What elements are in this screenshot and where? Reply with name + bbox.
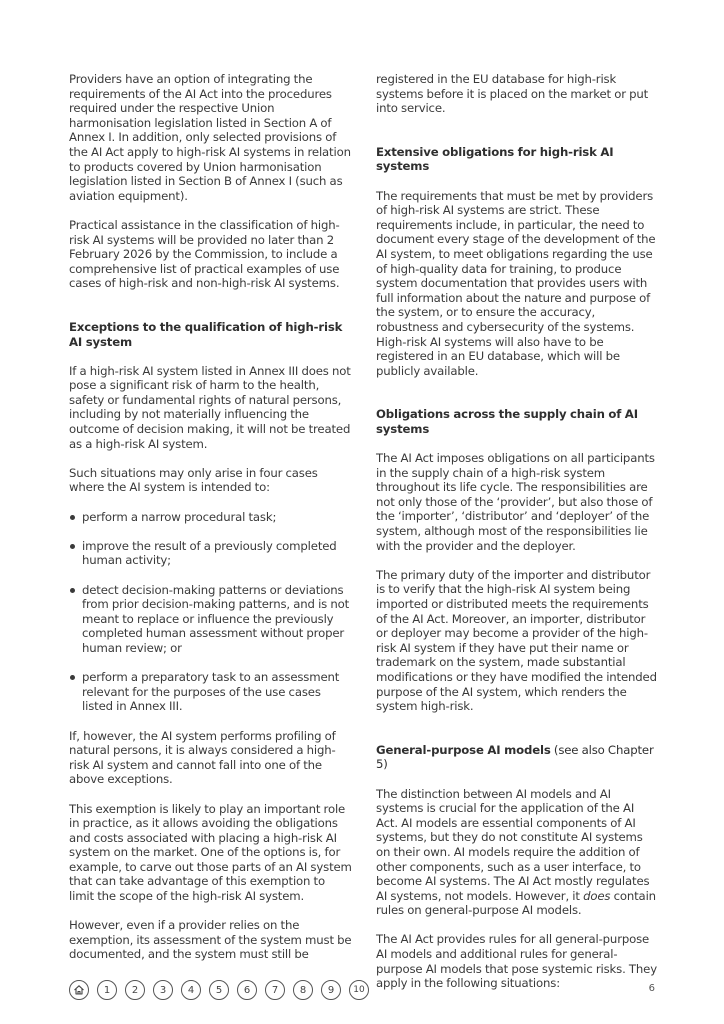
paragraph: The distinction between AI models and AI systems is crucial for the application of the AI Act. AI models are essential components of AI systems, but they do not constitute AI systems on their own. AI models require the addition of other components, such as a user interface, to become AI systems. The AI Act mostly regulates AI systems, not models. However, it does contain rules on general-purpose AI models.: [376, 786, 656, 918]
right-column: [376, 72, 659, 991]
paragraph: However, even if a provider relies on the exemption, its assessment of the system must be documented, and the system must still be: [69, 918, 352, 962]
paragraph: registered in the EU database for high-risk systems before it is placed on the market or put into service.: [376, 72, 649, 116]
paragraph: Providers have an option of integrating the requirements of the AI Act into the procedures required under the respective Union harmonisation legislation listed in Section A of Annex I. In addition, only selected provisions of the AI Act apply to high-risk AI systems in relation to products covered by Union harmonisation legislation listed in Section B of Annex I (such as aviation equipment).: [69, 72, 351, 203]
exception-list: [69, 510, 352, 714]
paragraph: This exemption is likely to play an important role in practice, as it allows avoiding the obligations and costs associated with placing a high-risk AI system on the market. One of the options is, for example, to carve out those parts of an AI system that can take advantage of this exemption to limit the scope of the high-risk AI system.: [69, 801, 352, 904]
page-link-4[interactable]: 4: [181, 980, 201, 1000]
section-heading-exceptions: Exceptions to the qualification of high-risk AI system: [69, 319, 343, 349]
home-button[interactable]: [69, 980, 89, 1000]
left-column: [69, 72, 352, 962]
paragraph: Practical assistance in the classification of high-risk AI systems will be provided no later than 2 February 2026 by the Commission, to include a comprehensive list of practical examples of use cases of high-risk and non-high-risk AI systems.: [69, 217, 340, 291]
paragraph: The AI Act provides rules for all general-purpose AI models and additional rules for general-purpose AI models that pose systemic risks. They apply in the following situations:: [376, 932, 657, 991]
page-navigation: [69, 980, 369, 1000]
page-link-7[interactable]: 7: [265, 980, 285, 1000]
page-link-2[interactable]: 2: [125, 980, 145, 1000]
page-link-9[interactable]: 9: [321, 980, 341, 1000]
page-link-5[interactable]: 5: [209, 980, 229, 1000]
section-heading-obligations: Extensive obligations for high-risk AI systems: [376, 144, 614, 174]
home-icon: [73, 984, 85, 996]
paragraph: The requirements that must be met by providers of high-risk AI systems are strict. These requirements include, in particular, the need to document every stage of the development of the AI system, to meet obligations regarding the use of high-quality data for training, to produce system documentation that provides users with full information about the nature and purpose of the system, or to ensure the accuracy, robustness and cybersecurity of the systems. High-risk AI systems will also have to be registered in an EU database, which will be publicly available.: [376, 188, 656, 378]
paragraph: If a high-risk AI system listed in Annex III does not pose a significant risk of harm to the health, safety or fundamental rights of natural persons, including by not materially influencing the outcome of decision making, it will not be treated as a high-risk AI system.: [69, 363, 351, 451]
list-item: detect decision-making patterns or deviations from prior decision-making patterns, and is not meant to replace or influence the previously completed human assessment without proper human review; or: [69, 583, 352, 656]
section-heading-gpai: General-purpose AI models (see also Chapter 5): [376, 742, 654, 772]
page-link-6[interactable]: 6: [237, 980, 257, 1000]
page-link-8[interactable]: 8: [293, 980, 313, 1000]
paragraph: The AI Act imposes obligations on all participants in the supply chain of a high-risk system throughout its life cycle. The responsibilities are not only those of the ‘provider’, but also those of the ‘importer’, ‘distributor’ and ‘deployer’ of the system, although most of the responsibilities lie with the provider and the deployer.: [376, 451, 655, 553]
page-link-3[interactable]: 3: [153, 980, 173, 1000]
section-heading-supply-chain: Obligations across the supply chain of AI systems: [376, 407, 638, 436]
list-item: perform a preparatory task to an assessment relevant for the purposes of the use cases listed in Annex III.: [69, 670, 352, 714]
paragraph: If, however, the AI system performs profiling of natural persons, it is always considered a high-risk AI system and cannot fall into one of the above exceptions.: [69, 728, 336, 787]
page-link-10[interactable]: 10: [349, 980, 369, 1000]
paragraph: The primary duty of the importer and distributor is to verify that the high-risk AI system being imported or distributed meets the requirements of the AI Act. Moreover, an importer, distributor or deployer may become a provider of the high-risk AI system if they have put their name or trademark on the system, made substantial modifications or they have modified the intended purpose of the AI system, which renders the system high-risk.: [376, 567, 657, 714]
page-link-1[interactable]: 1: [97, 980, 117, 1000]
page-number: 6: [648, 983, 655, 994]
list-item: perform a narrow procedural task;: [69, 510, 352, 525]
paragraph: Such situations may only arise in four cases where the AI system is intended to:: [69, 465, 318, 495]
list-item: improve the result of a previously completed human activity;: [69, 539, 352, 568]
